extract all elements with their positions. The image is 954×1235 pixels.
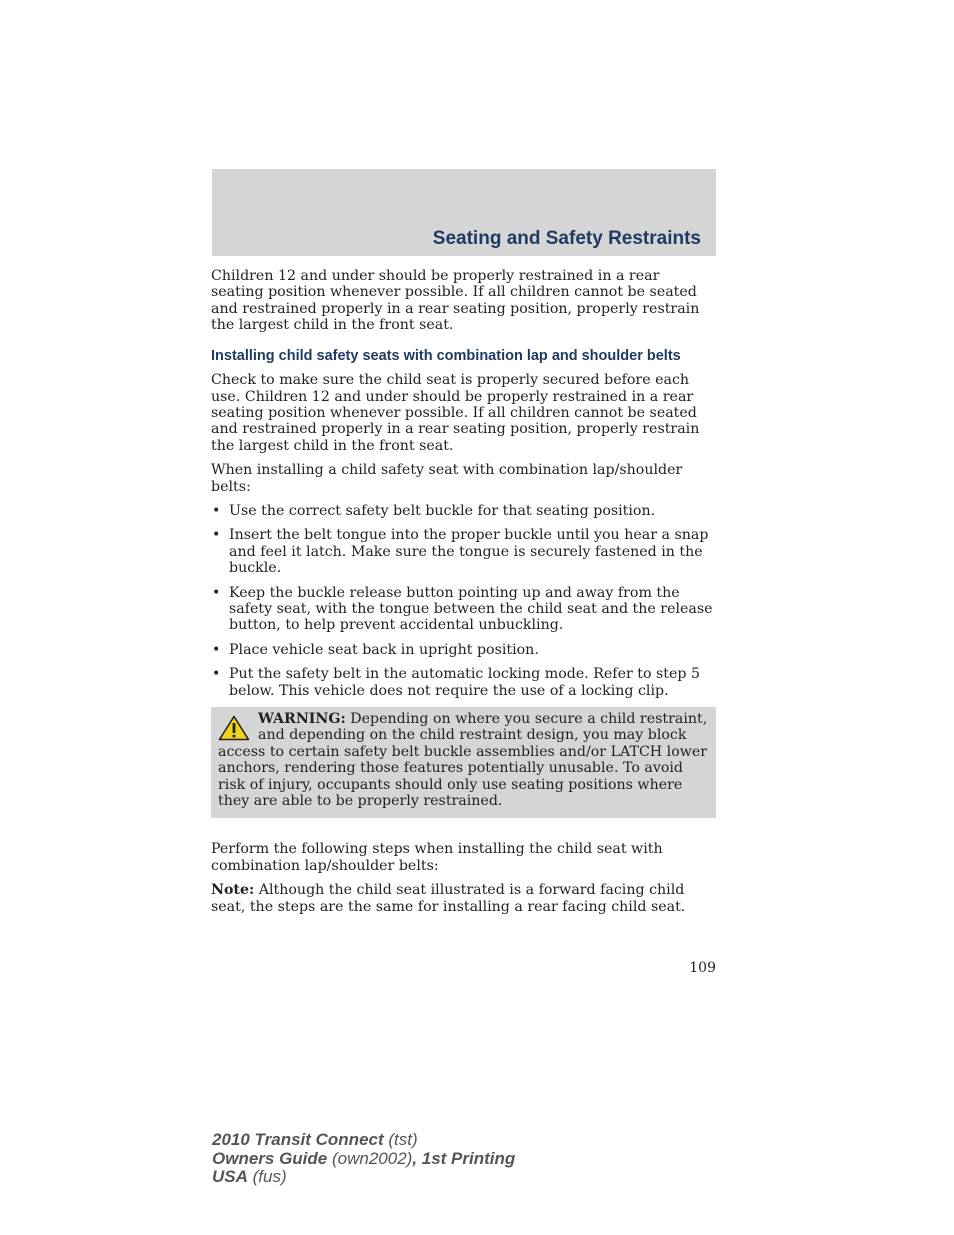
footer-guide-name: Owners Guide — [212, 1148, 328, 1168]
section-title: Seating and Safety Restraints — [432, 228, 701, 249]
note-text: Although the child seat illustrated is a forward facing child seat, the steps are the same for installing a rear facing child seat. — [211, 882, 686, 915]
list-item — [211, 503, 716, 519]
list-item-text: Put the safety belt in the automatic locking mode. Refer to step 5 below. This vehicle does not require the use of a locking clip. — [229, 666, 701, 699]
list-item — [211, 642, 716, 658]
list-item-text: Keep the buckle release button pointing up and away from the safety seat, with the tongue between the child seat and the release button, to help prevent accidental unbuckling. — [229, 584, 713, 634]
installing-lead-paragraph: When installing a child safety seat with combination lap/shoulder belts: — [211, 462, 683, 495]
list-item-text: Place vehicle seat back in upright position. — [229, 641, 539, 658]
footer-line-market — [212, 1168, 515, 1187]
bullet-icon: • — [212, 527, 221, 544]
list-item-text: Use the correct safety belt buckle for that seating position. — [229, 502, 656, 519]
page-number: 109 — [689, 960, 716, 976]
intro-paragraph: Children 12 and under should be properly restrained in a rear seating position whenever possible. If all children cannot be seated and restrained properly in a rear seating position, properly restrain the largest child in the front seat. — [211, 268, 700, 334]
page-content — [211, 268, 716, 923]
warning-box — [211, 707, 716, 818]
bullet-icon: • — [212, 584, 221, 601]
footer-market-code: (fus) — [252, 1167, 287, 1186]
list-item-text: Insert the belt tongue into the proper buckle until you hear a snap and feel it latch. Make sure the tongue is securely fastened in the buckle. — [229, 527, 709, 577]
install-bullet-list — [211, 503, 716, 699]
bullet-icon: • — [212, 641, 221, 658]
list-item — [211, 527, 716, 576]
footer-line-model — [212, 1131, 515, 1150]
warning-text: Depending on where you secure a child restraint, and depending on the child restraint design, you may block access to certain safety belt buckle assemblies and/or LATCH lower anchors, rendering those features potentially unusable. To avoid risk of injury, occupants should only use seating positions where they are able to be properly restrained. — [218, 711, 708, 810]
check-paragraph: Check to make sure the child seat is properly secured before each use. Children 12 and under should be properly restrained in a rear seating position whenever possible. If all children cannot be seated and restrained properly in a rear seating position, properly restrain the largest child in the front seat. — [211, 372, 700, 454]
list-item — [211, 585, 716, 634]
list-item — [211, 666, 716, 699]
footer-printing: , 1st Printing — [412, 1148, 516, 1168]
footer-model-code: (tst) — [388, 1130, 418, 1149]
warning-label: WARNING: — [258, 711, 346, 728]
footer-line-guide — [212, 1150, 515, 1169]
steps-intro-paragraph: Perform the following steps when installing the child seat with combination lap/shoulder belts: — [211, 841, 663, 874]
note-label: Note: — [211, 882, 255, 899]
footer-model-name: 2010 Transit Connect — [212, 1130, 384, 1149]
section-header-band — [212, 169, 716, 256]
document-footer — [212, 1131, 515, 1187]
bullet-icon: • — [212, 666, 221, 683]
bullet-icon: • — [212, 502, 221, 519]
warning-triangle-icon — [218, 715, 250, 741]
footer-guide-code: (own2002) — [331, 1148, 413, 1168]
note-paragraph — [211, 882, 716, 915]
footer-market-name: USA — [212, 1167, 248, 1186]
subsection-heading: Installing child safety seats with combination lap and shoulder belts — [211, 347, 681, 364]
